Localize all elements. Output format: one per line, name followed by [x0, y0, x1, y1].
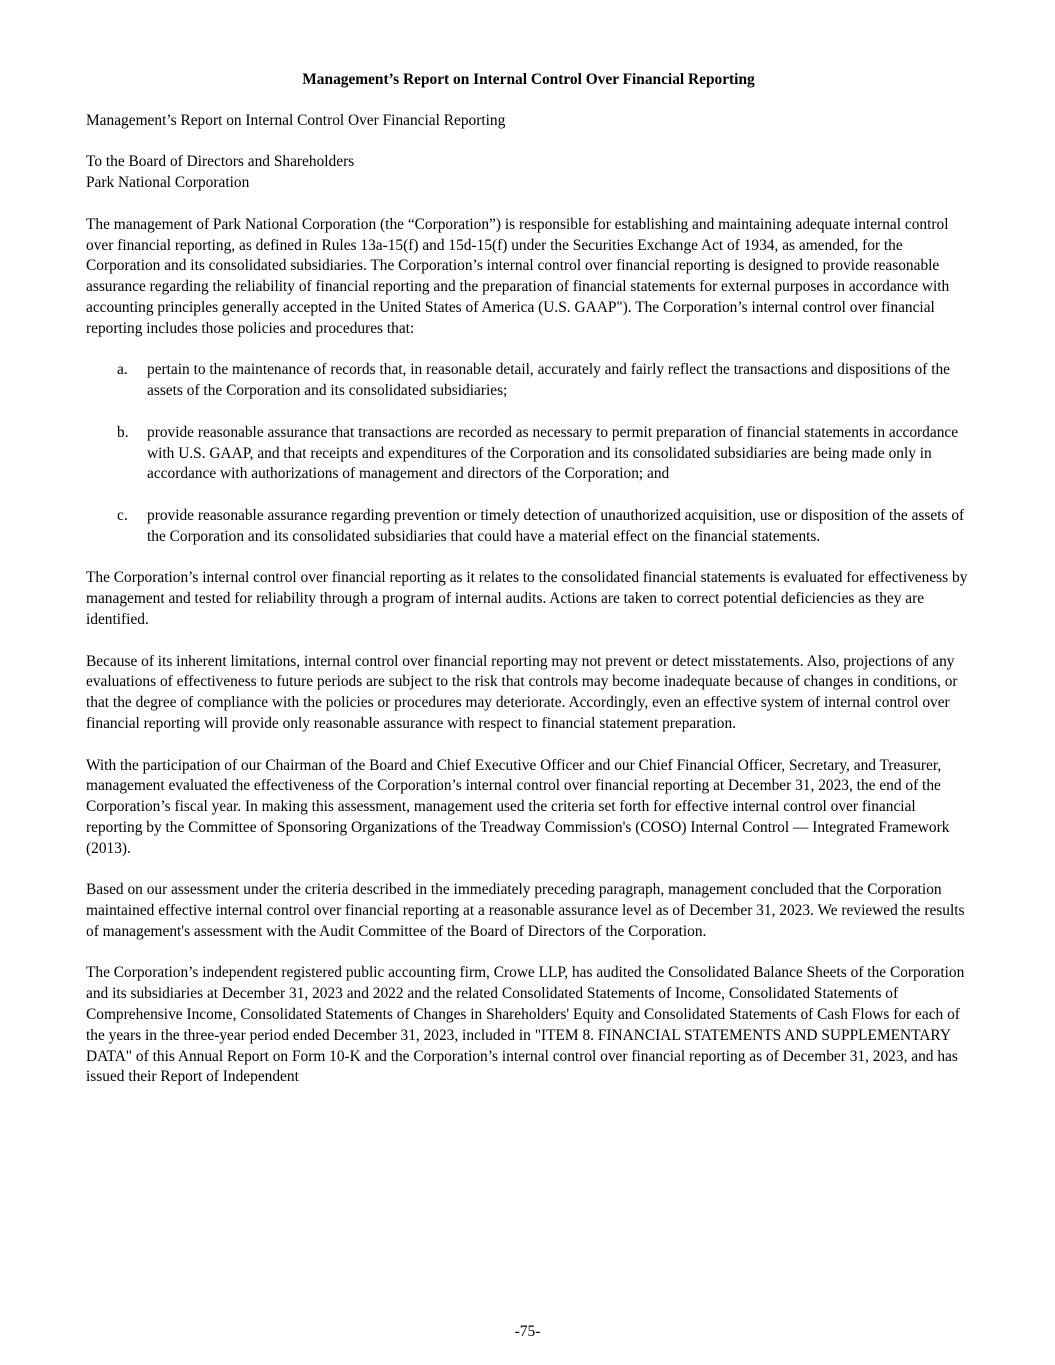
- addressee-line-1: To the Board of Directors and Shareholders: [86, 153, 355, 171]
- list-item-text: pertain to the maintenance of records that, in reasonable detail, accurately and fairly reflect the transactions and dispositions of the assets of the Corporation and its consolidated subsidiaries;: [147, 361, 950, 400]
- report-subtitle: Management’s Report on Internal Control Over Financial Reporting: [86, 111, 506, 129]
- list-item-text: provide reasonable assurance regarding prevention or timely detection of unauthorized acquisition, use or disposition of the assets of the Corporation and its consolidated subsidiaries that could have a material effect on the financial statements.: [147, 506, 965, 545]
- evaluation-paragraph: The Corporation’s internal control over financial reporting as it relates to the consolidated financial statements is evaluated for effectiveness by management and tested for reliability through a program of internal audits. Actions are taken to correct potential deficiencies as they are identified.: [86, 569, 968, 628]
- page-number: -75-: [514, 1323, 541, 1340]
- limitations-paragraph: Because of its inherent limitations, internal control over financial reporting may not prevent or detect misstatements. Also, projections of any evaluations of effectiveness to future periods are subject to the risk that controls may become inadequate because of changes in conditions, or that the degree of compliance with the policies or procedures may deteriorate. Accordingly, even an effective system of internal control over financial reporting will provide only reasonable assurance with respect to financial statement preparation.: [86, 652, 958, 732]
- policy-list: [86, 360, 971, 547]
- page-heading: Management’s Report on Internal Control Over Financial Reporting: [302, 71, 755, 88]
- intro-paragraph: The management of Park National Corporation (the “Corporation”) is responsible for establishing and maintaining adequate internal control over financial reporting, as defined in Rules 13a-15(f) and 15d-15(f) under the Securities Exchange Act of 1934, as amended, for the Corporation and its consolidated subsidiaries. The Corporation’s internal control over financial reporting is designed to provide reasonable assurance regarding the reliability of financial reporting and the preparation of financial statements for external purposes in accordance with accounting principles generally accepted in the United States of America (U.S. GAAP"). The Corporation’s internal control over financial reporting includes those policies and procedures that:: [86, 215, 950, 337]
- list-item: [86, 360, 971, 402]
- list-marker: b.: [117, 423, 129, 441]
- addressee-block: [86, 152, 971, 194]
- conclusion-paragraph: Based on our assessment under the criteria described in the immediately preceding paragraph, management concluded that the Corporation maintained effective internal control over financial reporting at a reasonable assurance level as of December 31, 2023. We reviewed the results of management's assessment with the Audit Committee of the Board of Directors of the Corporation.: [86, 881, 965, 940]
- addressee-line-2: Park National Corporation: [86, 174, 250, 192]
- list-item-text: provide reasonable assurance that transactions are recorded as necessary to permit preparation of financial statements in accordance with U.S. GAAP, and that receipts and expenditures of the Corporation and its consolidated subsidiaries are being made only in accordance with authorizations of management and directors of the Corporation; and: [147, 423, 959, 483]
- assessment-paragraph: With the participation of our Chairman of the Board and Chief Executive Officer and our Chief Financial Officer, Secretary, and Treasurer, management evaluated the effectiveness of the Corporation’s internal control over financial reporting at December 31, 2023, the end of the Corporation’s fiscal year. In making this assessment, management used the criteria set forth for effective internal control over financial reporting by the Committee of Sponsoring Organizations of the Treadway Commission's (COSO) Internal Control — Integrated Framework (2013).: [86, 756, 950, 857]
- list-item: [86, 506, 971, 548]
- report-body: [86, 70, 971, 1109]
- auditor-paragraph: The Corporation’s independent registered public accounting firm, Crowe LLP, has audited the Consolidated Balance Sheets of the Corporation and its subsidiaries at December 31, 2023 and 2022 and the related Consolidated Statements of Income, Consolidated Statements of Comprehensive Income, Consolidated Statements of Changes in Shareholders' Equity and Consolidated Statements of Cash Flows for each of the years in the three-year period ended December 31, 2023, included in "ITEM 8. FINANCIAL STATEMENTS AND SUPPLEMENTARY DATA" of this Annual Report on Form 10-K and the Corporation’s internal control over financial reporting as of December 31, 2023, and has issued their Report of Independent: [86, 964, 965, 1086]
- list-marker: c.: [117, 506, 128, 524]
- list-item: [86, 423, 971, 485]
- list-marker: a.: [117, 361, 128, 379]
